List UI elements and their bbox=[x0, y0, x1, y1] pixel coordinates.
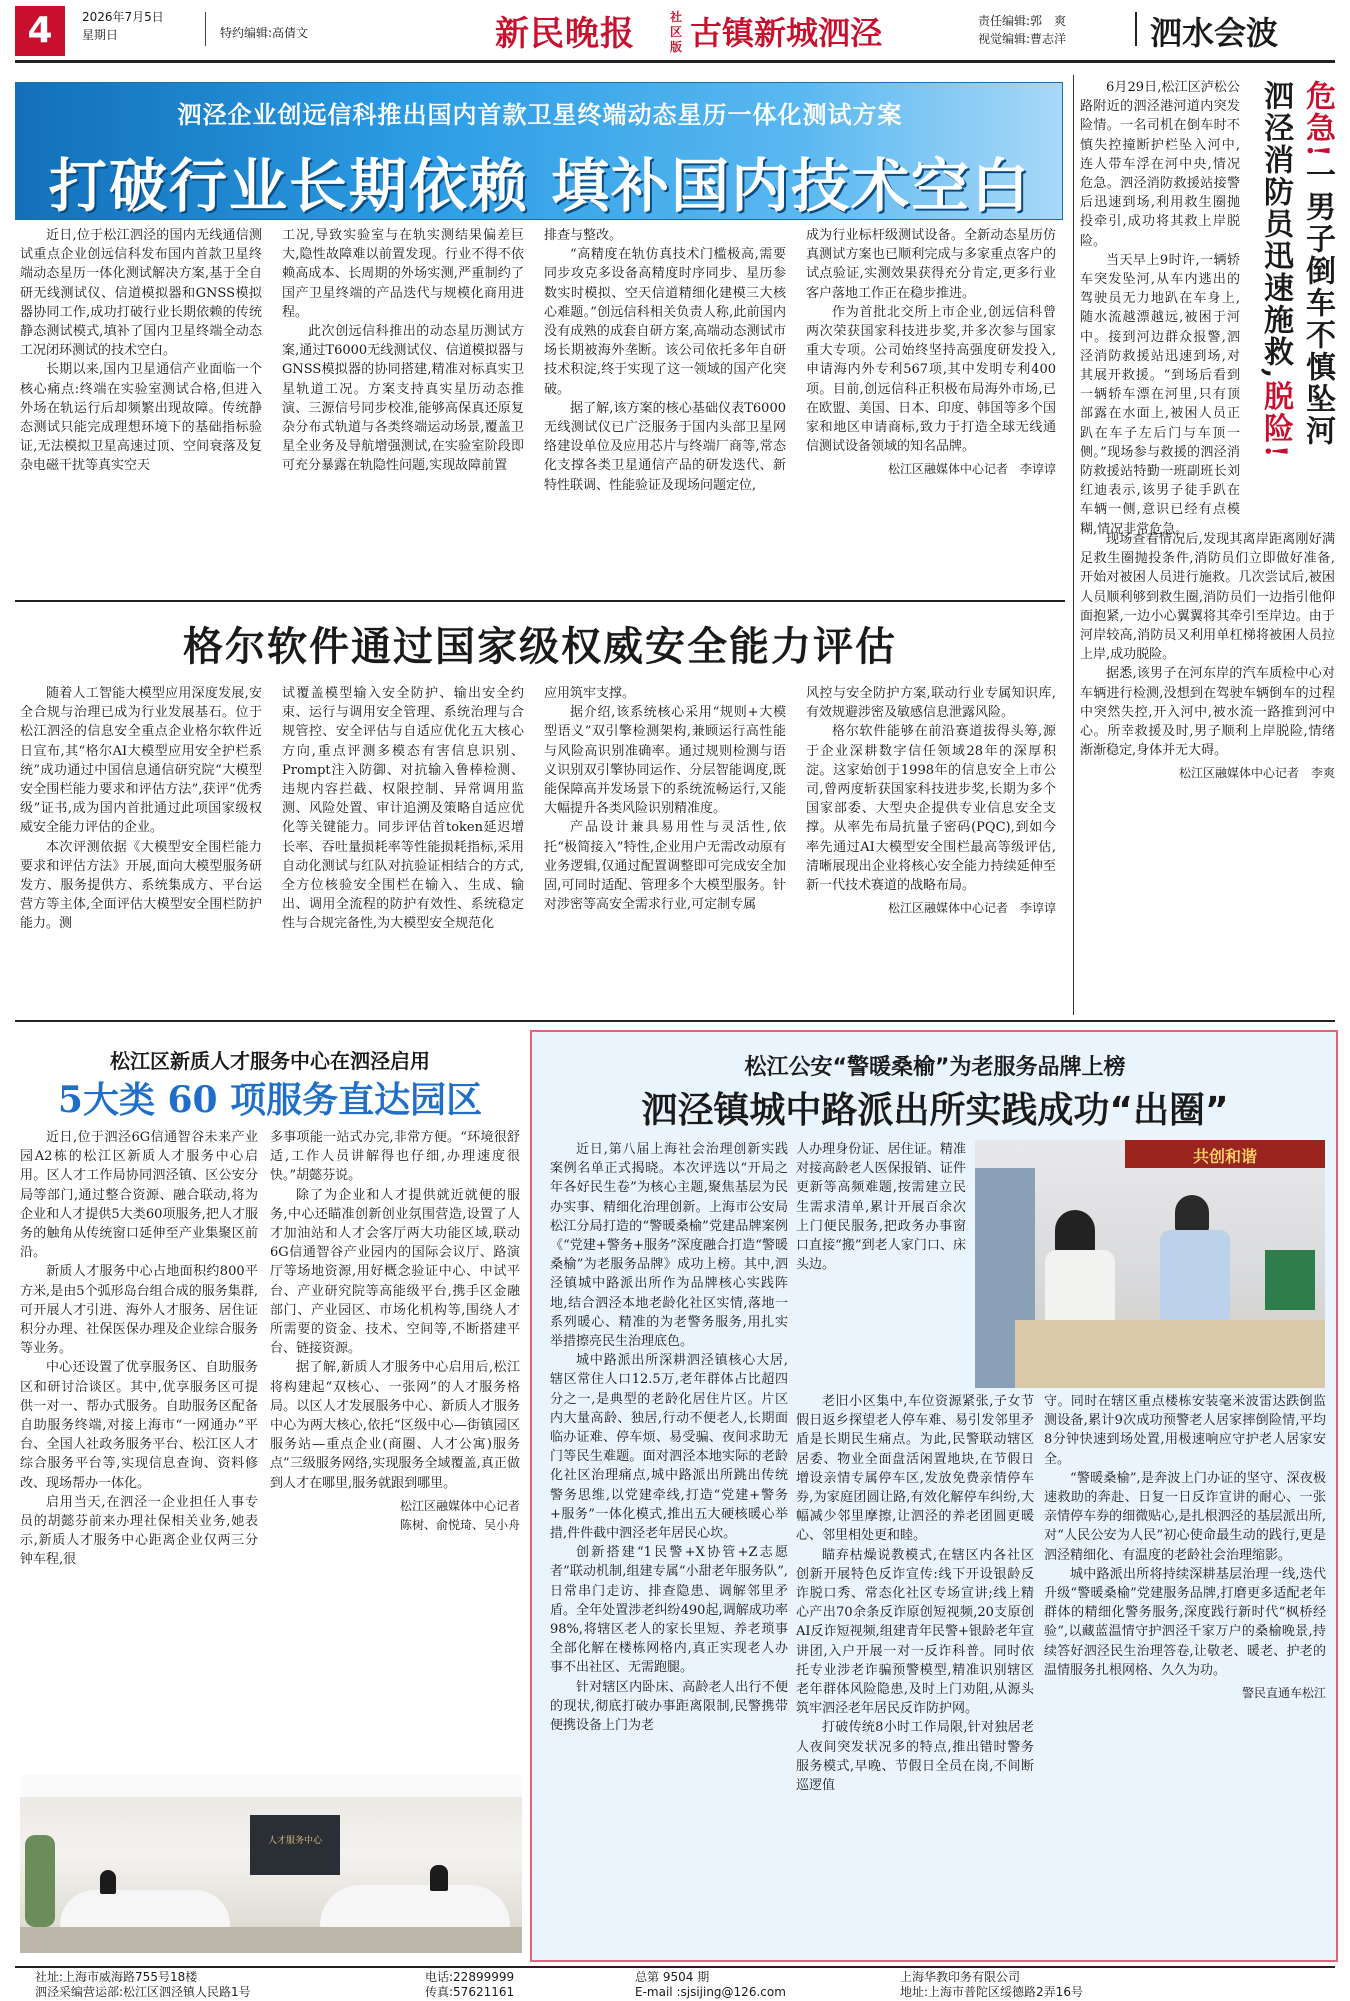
story2-byline: 松江区融媒体中心记者 李谆谆 bbox=[887, 901, 1056, 916]
story1-para: 据了解,该方案的核心基础仪表T6000无线测试仪已广泛服务于国内头部卫星网络建设单位及应用芯片与终端厂商等,常态化支撑各类卫星通信产品的研发迭代、新特性联调、性能验证及现场问题定位, bbox=[544, 400, 786, 493]
story4-para: 据了解,新质人才服务中心启用后,松江将构建起“双核心、一张网”的人才服务格局。以区人才发展服务中心、新质人才服务中心为两大核心,依托“区级中心—街镇园区服务站—重点企业(商圈、人才公寓)服务点”三级服务网络,实现服务全域覆盖,真正做到人才在哪里,服务就跟到哪里。 bbox=[270, 1360, 520, 1491]
story1-para: 作为首批北交所上市企业,创远信科曾两次荣获国家科技进步奖,并多次参与国家重大专项。公司始终坚持高强度研发投入,申请海内外专利567项,其中发明专利400项。目前,创远信科正积极布局海外市场,已在欧盟、美国、日本、印度、韩国等多个国家和地区申请商标,致力于打造全球无线通信测试设备领域的知名品牌。 bbox=[806, 304, 1056, 455]
story1-kicker: 泗泾企业创远信科推出国内首款卫星终端动态星历一体化测试方案 bbox=[177, 101, 903, 129]
story4-para: 新质人才服务中心占地面积约800平方米,是由5个弧形岛台组合成的服务集群,可开展人才引进、海外人才服务、居住证积分办理、社保医保办理及企业综合服务等业务。 bbox=[20, 1264, 258, 1357]
story3-para: 当天早上9时许,一辆轿车突发坠河,从车内逃出的驾驶员无力地趴在车身上,随水流越漂越远,被困于河中。接到河边群众报警,泗泾消防救援站迅速到场,对其展开救援。“到场后看到一辆轿车漂在河里,只有顶部露在水面上,被困人员正趴在车子左后门与车顶一侧。”现场参与救援的泗泾消防救援站特勤一班副班长刘红迪表示,该男子徒手趴在车辆一侧,意识已经有点模糊,情况非常危急。 bbox=[1080, 252, 1240, 537]
story5-photo bbox=[975, 1140, 1325, 1388]
story4-kicker: 松江区新质人才服务中心在泗泾启用 bbox=[110, 1049, 430, 1073]
issue-weekday: 星期日 bbox=[82, 28, 119, 42]
story5-headline: 泗泾镇城中路派出所实践成功“出圈” bbox=[641, 1090, 1229, 1131]
masthead bbox=[0, 0, 1350, 60]
story5-para: 针对辖区内卧床、高龄老人出行不便的现状,彻底打破办事距离限制,民警携带便携设备上门为老 bbox=[550, 1679, 788, 1734]
footer-phone: 电话:22899999 bbox=[425, 1970, 515, 1984]
story5-para: “警暖桑榆”,是奔波上门办证的坚守、深夜极速救助的奔赴、日复一日反诈宣讲的耐心、一张亲情停车券的细微贴心,是扎根泗泾的基层派出所,对“人民公安为人民”初心使命最生动的践行,更是泗泾精细化、有温度的老龄社会治理缩影。 bbox=[1044, 1470, 1326, 1563]
page-number: 4 bbox=[15, 6, 65, 56]
story1-para: 此次创远信科推出的动态星历测试方案,通过T6000无线测试仪、信道模拟器与GNSS模拟器的协同搭建,精准对标真实卫星轨道工况。方案支持真实星历动态推演、三源信号同步校准,能够高保真还原复杂分布式轨道与各类终端运动场景,覆盖卫星全业务及导航增强测试,在实验室阶段即可充分暴露在轨隐性问题,实现故障前置 bbox=[282, 324, 524, 474]
issue-date: 2026年7月5日 bbox=[82, 10, 164, 24]
story5-para: 城中路派出所深耕泗泾镇核心大居,辖区常住人口12.5万,老年群体占比超四分之一,是典型的老龄化居住片区。片区内大量高龄、独居,行动不便老人,长期面临办证难、停车烦、易受骗、夜间求助无门等民生难题。面对泗泾本地实际的老龄化社区治理痛点,城中路派出所跳出传统警务思维,以党建牵线,打造“党建+警务+服务”一体化模式,推出五大硬核暖心举措,件件截中泗泾老年居民心坎。 bbox=[550, 1353, 788, 1542]
story3-headline-rescue: 脱险! bbox=[1258, 380, 1293, 460]
story2-para: 格尔软件能够在前沿赛道拔得头筹,源于企业深耕数字信任领域28年的深厚积淀。这家始创于1998年的信息安全上市公司,曾两度斩获国家科技进步奖,长期为多个国家部委、大型央企提供专业信息安全支撑。从率先布局抗量子密码(PQC),到如今率先通过AI大模型安全围栏最高等级评估,清晰展现出企业将核心安全能力持续延伸至新一代技术赛道的战略布局。 bbox=[806, 724, 1056, 894]
story5-para: 瞄弃枯燥说教模式,在辖区内各社区创新开展特色反诈宣传:线下开设银龄反诈脱口秀、常态化社区专场宣讲;线上精心产出70余条反诈原创短视频,20支原创AI反诈短视频,组建青年民警+银龄老年宣讲团,入户开展一对一反诈科普。同时依托专业涉老诈骗预警模型,精准识别辖区老年群体风险隐患,及时上门劝阻,从源头筑牢泗泾老年居民反诈防护网。 bbox=[796, 1547, 1034, 1717]
footer-issue: 总第 9504 期 bbox=[635, 1970, 710, 1984]
story4-para: 多事项能一站式办完,非常方便。“环境很舒适,工作人员讲解得也仔细,办理速度很快。”胡懿芬说。 bbox=[270, 1130, 520, 1184]
story3-para: 现场查看情况后,发现其离岸距离刚好满足救生圈抛投条件,消防员们立即做好准备,开始对被困人员进行施救。几次尝试后,被困人员顺利够到救生圈,消防员们一边指引他仰面抱紧,一边小心翼翼将其牵引至岸边。由于河岸较高,消防员又利用单杠梯将被困人员拉上岸,成功脱险。 bbox=[1080, 532, 1335, 663]
story1-para: 工况,导致实验室与在轨实测结果偏差巨大,隐性故障难以前置发现。行业不得不依赖高成本、长周期的外场实测,严重制约了国产卫星终端的产品迭代与规模化商用进程。 bbox=[282, 228, 524, 320]
story5-para: 守。同时在辖区重点楼栋安装毫米波雷达跌倒监测设备,累计9次成功预警老人居家摔倒险情,平均8分钟快速到场处置,用极速响应守护老人居家安全。 bbox=[1044, 1394, 1326, 1467]
story5-para: 老旧小区集中,车位资源紧张,子女节假日返乡探望老人停车难、易引发邻里矛盾是长期民生痛点。为此,民警联动辖区居委、物业全面盘活闲置地块,在节假日增设亲情专属停车区,发放免费亲情停车券,为家庭团圆让路,有效化解停车纠纷,大幅减少邻里摩擦,让泗泾的养老团圆更暖心、邻里相处更和睦。 bbox=[796, 1394, 1034, 1544]
story1-banner bbox=[15, 82, 1063, 220]
edition-name: 古镇新城泗泾 bbox=[690, 14, 883, 52]
story4-byline-names: 陈树、俞悦琦、吴小舟 bbox=[399, 1518, 520, 1533]
story5-kicker: 松江公安“警暖桑榆”为老服务品牌上榜 bbox=[744, 1055, 1126, 1080]
story4-para: 启用当天,在泗泾一企业担任人事专员的胡懿芬前来办理社保相关业务,她表示,新质人才服务中心距离企业仅两三分钟车程,很 bbox=[20, 1494, 258, 1568]
footer-printer: 上海华教印务有限公司 bbox=[900, 1970, 1021, 1984]
story1-para: “高精度在轨仿真技术门槛极高,需要同步攻克多设备高精度时序同步、星历参数实时模拟、空天信道精细化建模三大核心难题。”创远信科相关负责人称,此前国内没有成熟的成套自研方案,高端动态测试市场长期被海外垄断。该公司依托多年自研技术积淀,终于实现了这一领域的国产化突破。 bbox=[544, 247, 786, 397]
story4-para: 近日,位于泗泾6G信通智谷未来产业园A2栋的松江区新质人才服务中心启用。区人才工作局协同泗泾镇、区公安分局等部门,通过整合资源、融合联动,将为企业和人才提供5大类60项服务,把人才服务的触角从传统窗口延伸至产业集聚区前沿。 bbox=[20, 1130, 258, 1261]
edition-tag-edition: 版 bbox=[670, 40, 683, 54]
story2-para: 据介绍,该系统核心采用“规则+大模型语义”双引擎检测架构,兼顾运行高性能与风险高识别准确率。通过规则检测与语义识别双引擎协同运作、分层智能调度,既能保障高并发场景下的系统流畅运行,又能大幅提升各类风险识别精准度。 bbox=[544, 705, 786, 817]
footer bbox=[15, 1970, 1335, 2000]
story3-headline-line2: 泗泾消防员迅速施救, bbox=[1258, 80, 1293, 381]
story3-headline bbox=[1248, 80, 1338, 600]
story3-byline: 松江区融媒体中心记者 李爽 bbox=[1178, 766, 1335, 781]
story3-headline-alert: 危急! bbox=[1300, 80, 1335, 160]
story2-para: 试覆盖模型输入安全防护、输出安全约束、运行与调用安全管理、系统治理与合规管控、安全评估与自适应优化五大核心方向,重点评测多模态有害信息识别、Prompt注入防御、对抗输入鲁棒检测、违规内容拦截、权限控制、异常调用监测、风险处置、审计追溯及策略自适应优化等关键能力。同步评估首token延迟增长率、吞吐量损耗率等性能损耗指标,采用自动化测试与红队对抗验证相结合的方式,全方位核验安全围栏在输入、生成、输出、调用全流程的防护有效性、系统稳定性与合规完备性,为大模型安全规范化 bbox=[282, 686, 524, 932]
edition-tag-community: 社区 bbox=[670, 10, 683, 39]
visual-editor: 视觉编辑:曹志洋 bbox=[978, 32, 1067, 46]
paper-logo: 新民晚报 bbox=[495, 14, 635, 54]
footer-office: 泗泾采编营运部:松江区泗泾镇人民路1号 bbox=[35, 1985, 251, 1999]
section-name: 泗水会波 bbox=[1150, 14, 1279, 52]
story5-para: 近日,第八届上海社会治理创新实践案例名单正式揭晓。本次评选以“开局之年各好民生卷”为核心主题,聚焦基层为民办实事、精细化治理创新。上海市公安局松江分局打造的“警暖桑榆”党建品牌案例《“党建+警务+服务”深度融合打造“警暖桑榆”为老服务品牌》成功上榜。其中,泗泾镇城中路派出所作为品牌核心实践阵地,结合泗泾本地老龄化社区实情,落地一系列暖心、精准的为老警务服务,用扎实举措擦亮民生治理底色。 bbox=[550, 1142, 788, 1350]
story5-byline: 警民直通车松江 bbox=[1241, 1686, 1326, 1701]
story3-para: 据悉,该男子在河东岸的汽车质检中心对车辆进行检测,没想到在驾驶车辆倒车的过程中突然失控,开入河中,被水流一路推到河中心。所幸救援及时,男子顺利上岸脱险,情绪渐渐稳定,身体并无大碍。 bbox=[1080, 666, 1335, 759]
story4-para: 中心还设置了优享服务区、自助服务区和研讨洽谈区。其中,优享服务区可提供一对一、帮办式服务。自助服务区配备自助服务终端,对接上海市“一网通办”平台、全国人社政务服务平台、松江区人才综合服务平台等,实现信息查询、资料修改、现场帮办一体化。 bbox=[20, 1360, 258, 1491]
story5-para: 创新搭建“1民警+X协管+Z志愿者”联动机制,组建专属“小甜老年服务队”,日常串门走访、排查隐患、调解邻里矛盾。全年处置涉老纠纷490起,调解成功率98%,将辖区老人的家长里短、养老琐事全部化解在楼栋网格内,真正实现老人办事不出社区、无需跑腿。 bbox=[550, 1545, 788, 1676]
story1-para: 排查与整改。 bbox=[544, 228, 623, 243]
story1-para: 近日,位于松江泗泾的国内无线通信测试重点企业创远信科发布国内首款卫星终端动态星历一体化测试解决方案,基于全自研无线测试仪、信道模拟器和GNSS模拟器协同工作,成功打破行业长期依赖的传统静态测试模式,填补了国内卫星终端全动态工况闭环测试的技术空白。 bbox=[20, 228, 262, 359]
story2-para: 产品设计兼具易用性与灵活性,依托“极简接入”特性,企业用户无需改动原有业务逻辑,仅通过配置调整即可完成安全加固,可同时适配、管理多个大模型服务。针对涉密等高安全需求行业,可定制专属 bbox=[544, 820, 786, 913]
service-center-sign-icon: 人才服务中心 bbox=[267, 1836, 322, 1846]
story2-para: 本次评测依据《大模型安全围栏能力要求和评估方法》开展,面向大模型服务研发方、服务提供方、系统集成方、平台运营方等主体,全面评估大模型安全围栏防护能力。测 bbox=[20, 839, 262, 932]
footer-printer-address: 地址:上海市普陀区绥德路2弄16号 bbox=[900, 1985, 1083, 1999]
footer-email[interactable]: E-mail :sjsijing@126.com bbox=[635, 1985, 786, 1999]
story1-headline: 打破行业长期依赖 填补国内技术空白 bbox=[48, 152, 1032, 220]
footer-fax: 传真:57621161 bbox=[425, 1985, 515, 1999]
story5-para: 城中路派出所将持续深耕基层治理一线,迭代升级“警暖桑榆”党建服务品牌,打磨更多适配老年群体的精细化警务服务,深度践行新时代“枫桥经验”,以藏蓝温情守护泗泾千家万户的桑榆晚景,持续答好泗泾民生治理答卷,让敬老、暖老、护老的温情服务扎根网格、久久为功。 bbox=[1044, 1566, 1326, 1678]
story1-para: 长期以来,国内卫星通信产业面临一个核心痛点:终端在实验室测试合格,但进入外场在轨运行后却频繁出现故障。传统静态测试只能完成理想环境下的基础指标验证,无法模拟卫星高速过顶、空间衰落及复杂电磁干扰等真实空天 bbox=[20, 362, 262, 474]
special-editor: 特约编辑:高倩文 bbox=[220, 26, 309, 40]
story2-para: 应用筑牢支撑。 bbox=[544, 686, 636, 701]
footer-address: 社址:上海市威海路755号18楼 bbox=[35, 1970, 198, 1984]
story4-photo bbox=[20, 1775, 522, 1953]
story2-para: 随着人工智能大模型应用深度发展,安全合规与治理已成为行业发展基石。位于松江泗泾的信息安全重点企业格尔软件近日宣布,其“格尔AI大模型应用安全护栏系统”成功通过中国信息通信研究院“大模型安全围栏能力要求和评估方法”,获评“优秀级”证书,成为国内首批通过此项国家级权威安全能力评估的企业。 bbox=[20, 686, 262, 836]
harmony-banner-icon: 共创和谐 bbox=[1192, 1147, 1257, 1166]
story4-headline: 5大类 60 项服务直达园区 bbox=[57, 1079, 483, 1121]
story2-para: 风控与安全防护方案,联动行业专属知识库,有效规避涉密及敏感信息泄露风险。 bbox=[806, 686, 1056, 721]
story1-byline: 松江区融媒体中心记者 李谆谆 bbox=[887, 462, 1056, 477]
story4-para: 除了为企业和人才提供就近就便的服务,中心还瞄准创新创业氛围营造,设置了人才加油站和人才会客厅两大功能区域,联动6G信通智谷产业园内的国际会议厅、路演厅等场地资源,用好概念验证中心、中试平台、产业研究院等高能级平台,携手区金融部门、产业园区、市场化机构等,围绕人才所需要的资金、技术、空间等,不断搭建平台、链接资源。 bbox=[270, 1187, 520, 1357]
story5-para: 人办理身份证、居住证。精准对接高龄老人医保报销、证件更新等高频难题,按需建立民生需求清单,累计开展百余次上门便民服务,把政务办事窗口直接“搬”到老人家门口、床头边。 bbox=[796, 1142, 966, 1273]
story4-byline: 松江区融媒体中心记者 bbox=[399, 1498, 520, 1513]
editor-in-charge: 责任编辑:郭 爽 bbox=[978, 14, 1067, 28]
story1-para: 成为行业标杆级测试设备。全新动态星历仿真测试方案也已顺利完成与多家重点客户的试点验证,实测效果获得充分肯定,更多行业客户落地工作正在稳步推进。 bbox=[806, 228, 1056, 301]
story2-headline: 格尔软件通过国家级权威安全能力评估 bbox=[183, 624, 897, 670]
story3-headline-line1: 一男子倒车不慎坠河 bbox=[1300, 159, 1335, 448]
story3-para: 6月29日,松江区泸松公路附近的泗泾港河道内突发险情。一名司机在倒车时不慎失控撞断护栏坠入河中,连人带车浮在河中央,情况危急。泗泾消防救援站接警后迅速到场,利用救生圈抛投牵引,成功将其救上岸脱险。 bbox=[1080, 80, 1240, 249]
story5-para: 打破传统8小时工作局限,针对独居老人夜间突发状况多的特点,推出错时警务服务模式,早晚、节假日全员在岗,不间断巡逻值 bbox=[796, 1720, 1034, 1794]
